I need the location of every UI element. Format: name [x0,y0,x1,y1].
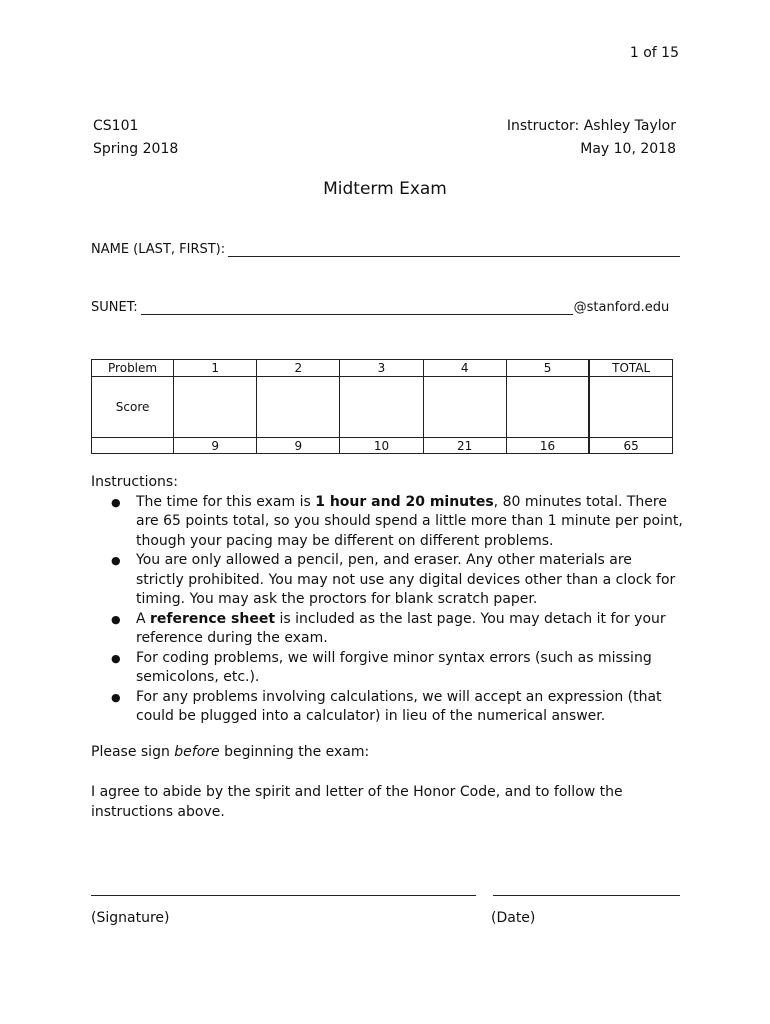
row-label-score: Score [92,377,174,438]
instructor: Instructor: Ashley Taylor [506,118,676,134]
max-points: 9 [257,438,340,454]
table-row [92,438,673,454]
score-cell[interactable] [506,377,589,438]
row-label-max [92,438,174,454]
bullet-icon: ● [111,554,121,567]
sunet-blank-line[interactable] [141,302,573,315]
score-cell[interactable] [423,377,506,438]
sunet-field [91,300,669,315]
list-item: ● For any problems involving calculations, we will accept an expression (that could be plugged into a calculator) in lieu of the numerical answer. [111,688,662,724]
row-label-problem: Problem [92,360,174,377]
max-points: 10 [340,438,423,454]
score-cell[interactable] [257,377,340,438]
table-row [92,360,673,377]
course-code: CS101 [93,118,139,134]
date-line[interactable] [493,895,680,896]
score-cell[interactable] [174,377,257,438]
problem-number: 3 [340,360,423,377]
honor-code-agreement: I agree to abide by the spirit and letter of the Honor Code, and to follow the instructions above. [91,784,623,820]
instructions-heading: Instructions: [91,474,178,490]
list-item: ● You are only allowed a pencil, pen, and eraser. Any other materials are strictly prohibited. You may not use any digital devices other than a clock for timing. You may ask the proctors for blank scratch paper. [111,552,676,607]
max-points-total: 65 [589,438,672,454]
name-label: NAME (LAST, FIRST): [91,242,226,257]
signature-line[interactable] [91,895,476,896]
total-score-cell[interactable] [589,377,672,438]
page-number: 1 of 15 [629,45,679,61]
exam-date: May 10, 2018 [580,141,676,157]
page-title: Midterm Exam [323,179,447,199]
table-row [92,377,673,438]
problem-number: 4 [423,360,506,377]
header-right [507,115,676,161]
instructions [91,473,683,727]
total-header: TOTAL [589,360,672,377]
date-label: (Date) [491,910,536,926]
bullet-icon: ● [111,651,121,665]
name-field [91,242,680,257]
list-item: ● For coding problems, we will forgive minor syntax errors (such as missing semicolons, etc.). [111,649,652,685]
problem-number: 2 [257,360,340,377]
problem-number: 5 [506,360,589,377]
name-blank-line[interactable] [228,244,680,257]
bullet-icon: ● [111,612,121,626]
term: Spring 2018 [93,141,179,157]
bullet-icon: ● [111,495,121,509]
signature-label: (Signature) [91,910,170,926]
max-points: 9 [174,438,257,454]
list-item: ● The time for this exam is 1 hour and 20 minutes, 80 minutes total. There are 65 points total, so you should spend a little more than 1 minute per point, though your pacing may be different on different problems. [111,493,683,549]
instructions-list [91,493,683,727]
score-cell[interactable] [340,377,423,438]
max-points: 16 [506,438,589,454]
sign-instruction: Please sign before beginning the exam: [91,744,370,760]
sunet-label: SUNET: [91,300,138,315]
header-left [93,115,178,161]
max-points: 21 [423,438,506,454]
problem-number: 1 [174,360,257,377]
score-table [91,359,673,454]
bullet-icon: ● [111,690,121,704]
list-item: ● A reference sheet is included as the last page. You may detach it for your reference during the exam. [111,610,666,646]
sunet-suffix: @stanford.edu [573,300,670,315]
